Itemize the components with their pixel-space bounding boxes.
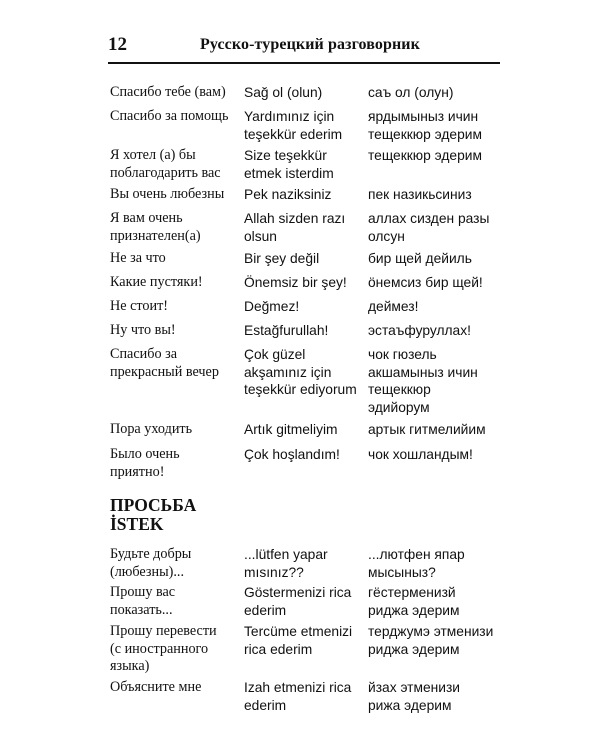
russian-phrase: Объясните мне <box>110 679 202 695</box>
russian-phrase: Какие пустяки! <box>110 274 203 290</box>
russian-phrase: Спасибо за прекрасный вечер <box>110 346 219 380</box>
turkish-transcription: ярдымыныз ичин тещеккюр эдерим <box>368 109 482 142</box>
turkish-phrase: Yardımınız için teşekkür ederim <box>244 109 343 142</box>
turkish-phrase: Pek naziksiniz <box>244 187 332 202</box>
russian-phrase: Прошу вас показать... <box>110 584 176 618</box>
russian-phrase: Прошу перевести (с иностранного языка) <box>110 623 217 674</box>
turkish-transcription: гёстерменизй риджа эдерим <box>368 585 460 618</box>
turkish-phrase: Bir şey değil <box>244 251 320 266</box>
russian-phrase: Ну что вы! <box>110 322 176 338</box>
turkish-phrase: Çok hoşlandım! <box>244 447 340 462</box>
russian-phrase: Не за что <box>110 250 166 266</box>
turkish-phrase: Çok güzel akşamınız için teşekkür ediyorum <box>244 347 357 397</box>
turkish-phrase: Göstermenizi rica ederim <box>244 585 352 618</box>
russian-phrase: Я хотел (а) бы поблагодарить вас <box>110 147 221 181</box>
turkish-phrase: Sağ ol (olun) <box>244 85 323 100</box>
turkish-transcription: деймез! <box>368 299 419 314</box>
turkish-phrase: Değmez! <box>244 299 300 314</box>
russian-phrase: Было очень приятно! <box>110 446 180 480</box>
turkish-phrase: Size teşekkür etmek isterdim <box>244 148 334 181</box>
turkish-transcription: чок гюзель акшамыныз ичин тещеккюр эдийорум <box>368 347 478 415</box>
turkish-phrase: Estağfurullah! <box>244 323 329 338</box>
turkish-phrase: Tercüme etmenizi rica ederim <box>244 624 353 657</box>
turkish-transcription: бир щей дейиль <box>368 251 472 266</box>
russian-phrase: Я вам очень признателен(а) <box>110 210 201 244</box>
page-number: 12 <box>108 34 127 55</box>
turkish-transcription: тещеккюр эдерим <box>368 148 482 163</box>
russian-phrase: Вы очень любезны <box>110 186 225 202</box>
turkish-transcription: ...лютфен япар мысыныз? <box>368 547 465 580</box>
turkish-transcription: йзах этменизи рижа эдерим <box>368 680 461 713</box>
russian-phrase: Спасибо тебе (вам) <box>110 84 226 100</box>
turkish-phrase: ...lütfen yapar mısınız?? <box>244 547 328 580</box>
russian-phrase: Спасибо за помощь <box>110 108 229 124</box>
turkish-transcription: эстаъфуруллах! <box>368 323 471 338</box>
turkish-transcription: пек назикьсиниз <box>368 187 472 202</box>
russian-phrase: Не стоит! <box>110 298 169 314</box>
running-title: Русско-турецкий разговорник <box>200 36 420 53</box>
turkish-phrase: Artık gitmeliyim <box>244 422 338 437</box>
turkish-transcription: аллах сизден разы олсун <box>368 211 490 244</box>
turkish-phrase: Önemsiz bir şey! <box>244 275 347 290</box>
section-heading: ПРОСЬБА İSTEK <box>110 495 197 534</box>
turkish-transcription: артык гитмелийим <box>368 422 486 437</box>
header-rule <box>108 62 500 64</box>
turkish-transcription: саъ ол (олун) <box>368 85 454 100</box>
turkish-transcription: терджумэ этменизи риджа эдерим <box>368 624 494 657</box>
turkish-transcription: чок хошландым! <box>368 447 473 462</box>
russian-phrase: Будьте добры (любезны)... <box>110 546 192 580</box>
russian-phrase: Пора уходить <box>110 421 193 437</box>
turkish-phrase: Izah etmenizi rica ederim <box>244 680 352 713</box>
turkish-phrase: Allah sizden razı olsun <box>244 211 346 244</box>
turkish-transcription: öнемсиз бир щей! <box>368 275 483 290</box>
